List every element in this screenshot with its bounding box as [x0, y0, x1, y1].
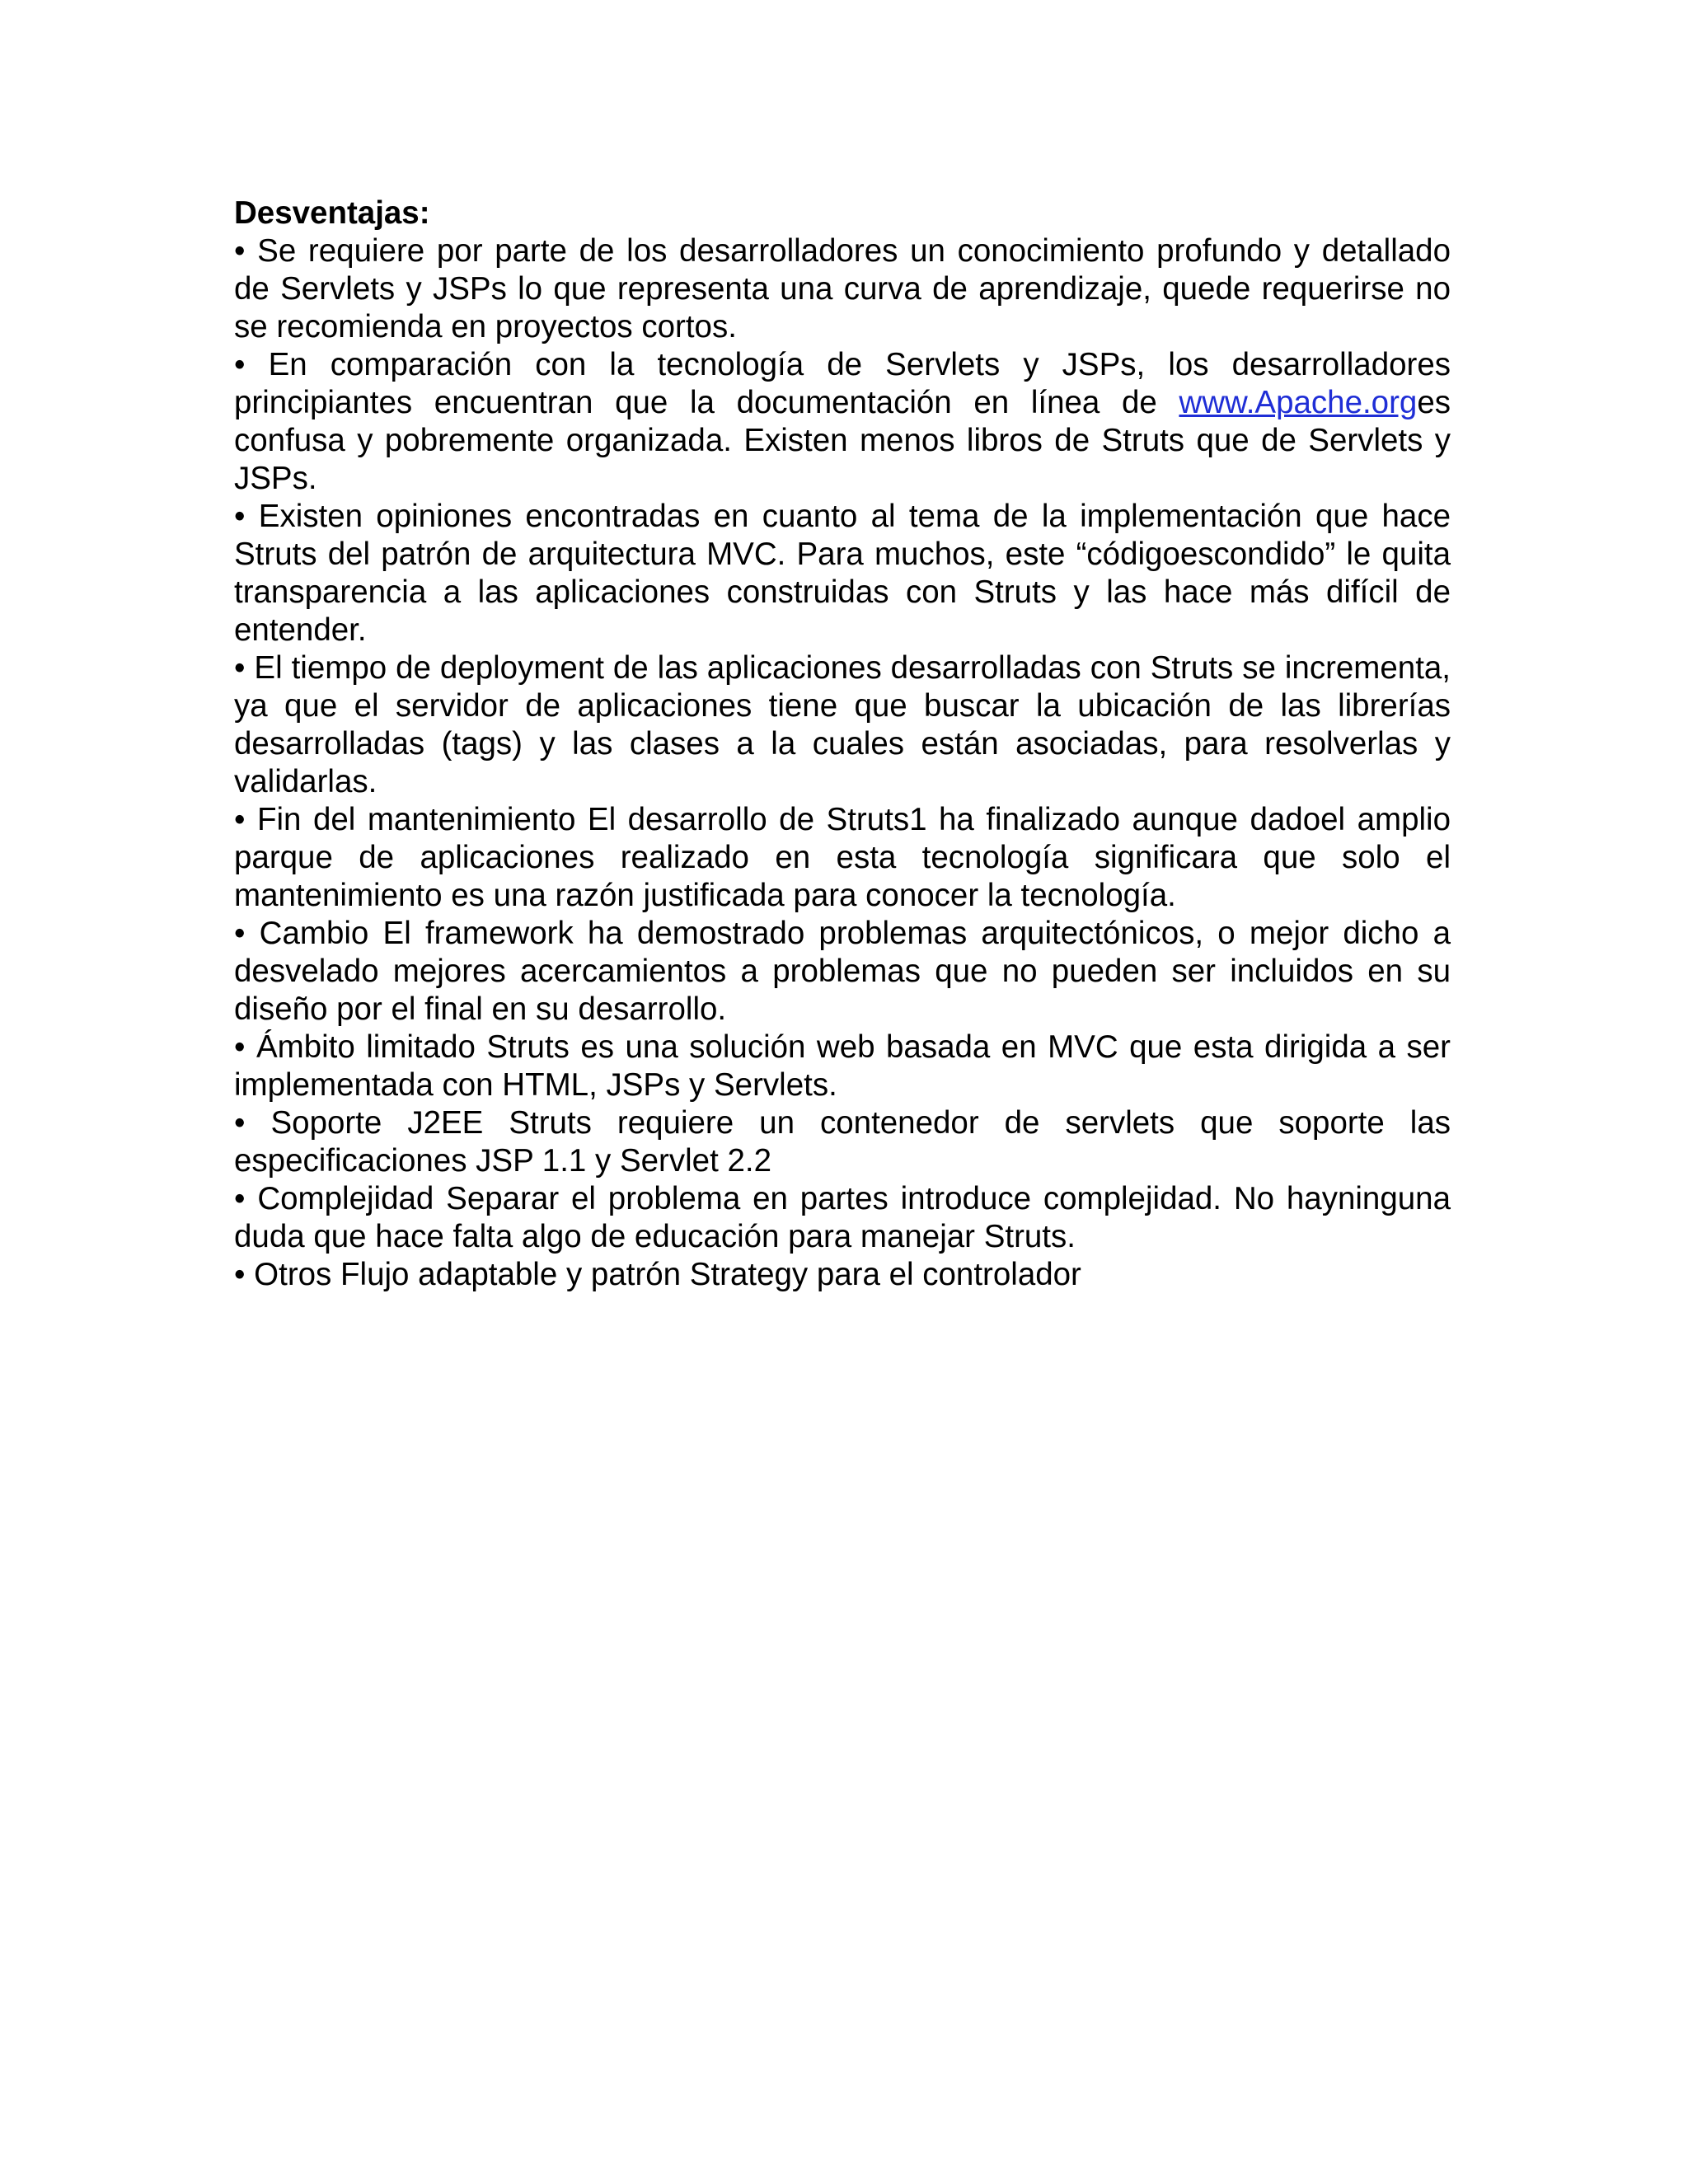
bullet-documentation-text-end: es confusa y pobremente organizada. Existen menos libros de Struts que de Servlets y JSPs. [234, 385, 1451, 496]
section-heading: Desventajas: [234, 195, 430, 231]
bullet-mvc-opinions: • Existen opiniones encontradas en cuanto al tema de la implementación que hace Struts del patrón de arquitectura MVC. Para muchos, este “códigoescondido” le quita transparencia a las aplicaciones construidas con Struts y las hace más difícil de entender. [234, 499, 1451, 648]
bullet-limited-scope: • Ámbito limitado Struts es una solución web basada en MVC que esta dirigida a ser implementada con HTML, JSPs y Servlets. [234, 1029, 1451, 1103]
bullet-others: • Otros Flujo adaptable y patrón Strategy para el controlador [234, 1257, 1081, 1292]
bullet-documentation [234, 346, 1451, 498]
bullet-complexity: • Complejidad Separar el problema en partes introduce complejidad. No hayninguna duda que hace falta algo de educación para manejar Struts. [234, 1181, 1451, 1254]
document-body [234, 194, 1451, 1294]
bullet-change: • Cambio El framework ha demostrado problemas arquitectónicos, o mejor dicho a desvelado mejores acercamientos a problemas que no pueden ser incluidos en su diseño por el final en su desarrollo. [234, 916, 1451, 1027]
bullet-end-of-maintenance: • Fin del mantenimiento El desarrollo de Struts1 ha finalizado aunque dadoel amplio parque de aplicaciones realizado en esta tecnología significara que solo el mantenimiento es una razón justificada para conocer la tecnología. [234, 802, 1451, 913]
bullet-documentation-text: • En comparación con la tecnología de Servlets y JSPs, los desarrolladores principiantes encuentran que la documentación en línea de [234, 347, 1451, 420]
bullet-deployment-time: • El tiempo de deployment de las aplicaciones desarrolladas con Struts se incrementa, ya que el servidor de aplicaciones tiene que buscar la ubicación de las librerías desarrolladas (tags) y las clases a la cuales están asociadas, para resolverlas y validarlas. [234, 650, 1451, 799]
bullet-servlets-knowledge: • Se requiere por parte de los desarrolladores un conocimiento profundo y detallado de Servlets y JSPs lo que representa una curva de aprendizaje, quede requerirse no se recomienda en proyectos cortos. [234, 233, 1451, 344]
apache-link[interactable]: www.Apache.org [1179, 385, 1418, 420]
bullet-j2ee-support: • Soporte J2EE Struts requiere un contenedor de servlets que soporte las especificaciones JSP 1.1 y Servlet 2.2 [234, 1105, 1451, 1179]
